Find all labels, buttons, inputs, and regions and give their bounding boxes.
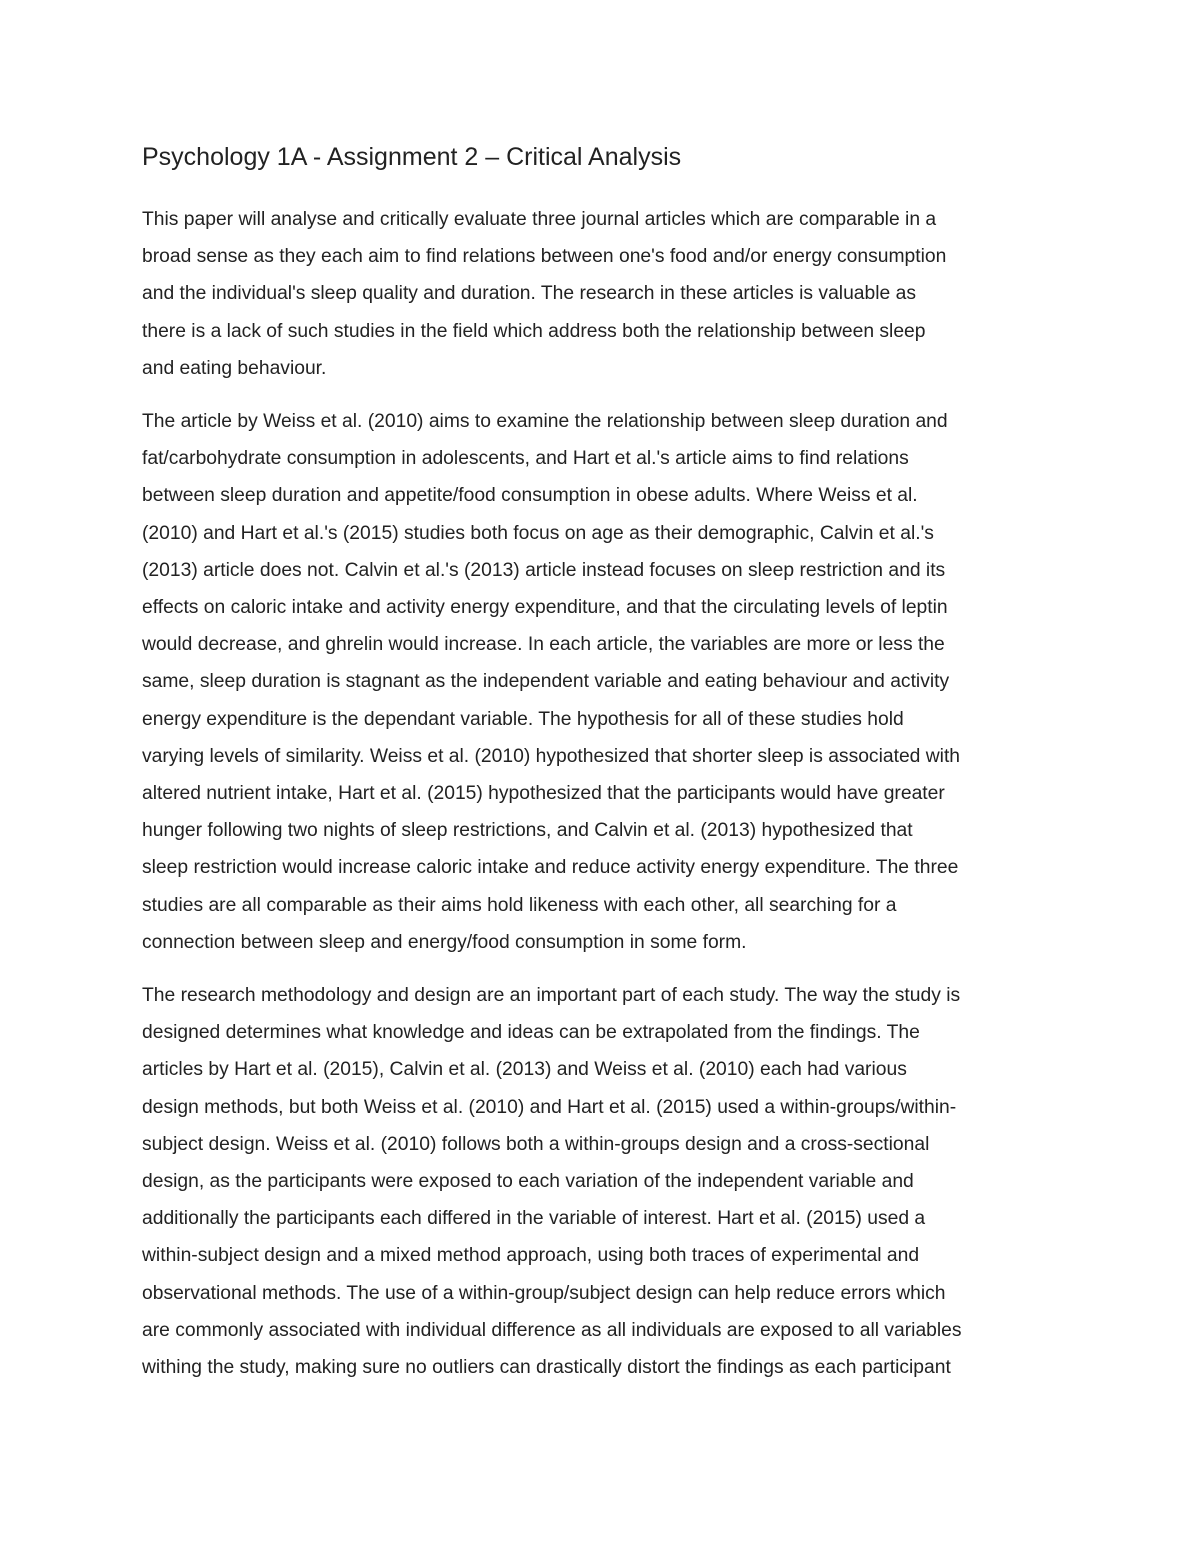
text-line: altered nutrient intake, Hart et al. (2015) hypothesized that the participants would have greater [142, 783, 945, 805]
text-line: The article by Weiss et al. (2010) aims to examine the relationship between sleep duration and [142, 411, 948, 433]
document-page [142, 140, 1070, 1402]
text-line: designed determines what knowledge and ideas can be extrapolated from the findings. The [142, 1022, 920, 1044]
text-line: would decrease, and ghrelin would increase. In each article, the variables are more or less the [142, 634, 945, 656]
text-line: there is a lack of such studies in the field which address both the relationship between sleep [142, 320, 926, 342]
text-line: withing the study, making sure no outliers can drastically distort the findings as each participant [142, 1357, 951, 1379]
text-line: between sleep duration and appetite/food consumption in obese adults. Where Weiss et al. [142, 485, 918, 507]
text-line: energy expenditure is the dependant variable. The hypothesis for all of these studies hold [142, 708, 904, 730]
text-line: observational methods. The use of a within-group/subject design can help reduce errors which [142, 1282, 946, 1304]
text-line: (2013) article does not. Calvin et al.'s (2013) article instead focuses on sleep restriction and its [142, 559, 946, 581]
text-line: effects on caloric intake and activity energy expenditure, and that the circulating levels of leptin [142, 597, 948, 619]
paragraph-methodology [142, 977, 1070, 1386]
text-line: broad sense as they each aim to find relations between one's food and/or energy consumption [142, 246, 947, 268]
paragraph-introduction [142, 201, 1070, 387]
text-line: hunger following two nights of sleep restrictions, and Calvin et al. (2013) hypothesized that [142, 820, 913, 842]
text-line: sleep restriction would increase caloric intake and reduce activity energy expenditure. The three [142, 857, 959, 879]
text-line: studies are all comparable as their aims hold likeness with each other, all searching for a [142, 894, 897, 916]
text-line: same, sleep duration is stagnant as the independent variable and eating behaviour and activity [142, 671, 950, 693]
text-line: subject design. Weiss et al. (2010) follows both a within-groups design and a cross-sectional [142, 1133, 930, 1155]
text-line: articles by Hart et al. (2015), Calvin et al. (2013) and Weiss et al. (2010) each had various [142, 1059, 907, 1081]
text-line: additionally the participants each differed in the variable of interest. Hart et al. (2015) used a [142, 1208, 926, 1230]
text-line: and the individual's sleep quality and duration. The research in these articles is valuable as [142, 283, 916, 305]
text-line: and eating behaviour. [142, 357, 327, 379]
text-line: connection between sleep and energy/food consumption in some form. [142, 931, 747, 953]
text-line: design methods, but both Weiss et al. (2010) and Hart et al. (2015) used a within-groups/within- [142, 1096, 957, 1118]
text-line: (2010) and Hart et al.'s (2015) studies both focus on age as their demographic, Calvin et al.'s [142, 522, 934, 544]
paragraph-aims-and-hypotheses [142, 403, 1070, 961]
text-line: design, as the participants were exposed to each variation of the independent variable and [142, 1171, 914, 1193]
text-line: varying levels of similarity. Weiss et al. (2010) hypothesized that shorter sleep is associated with [142, 745, 961, 767]
text-line: The research methodology and design are an important part of each study. The way the study is [142, 985, 961, 1007]
document-title: Psychology 1A - Assignment 2 – Critical Analysis [142, 143, 682, 171]
text-line: fat/carbohydrate consumption in adolescents, and Hart et al.'s article aims to find relations [142, 448, 909, 470]
text-line: are commonly associated with individual difference as all individuals are exposed to all variables [142, 1319, 962, 1341]
text-line: within-subject design and a mixed method approach, using both traces of experimental and [142, 1245, 920, 1267]
text-line: This paper will analyse and critically evaluate three journal articles which are comparable in a [142, 209, 937, 230]
